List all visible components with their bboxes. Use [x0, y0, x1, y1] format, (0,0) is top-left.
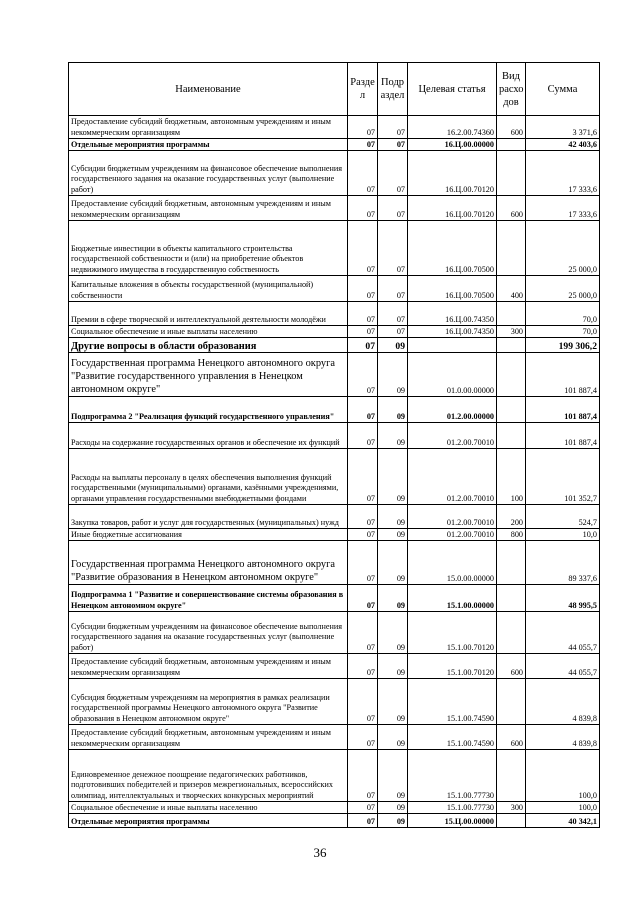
row-target: 01.0.00.00000: [408, 353, 497, 397]
row-subsection: 09: [378, 679, 408, 725]
row-target: 01.2.00.00000: [408, 397, 497, 423]
table-row: [69, 353, 600, 397]
table-row: [69, 585, 600, 612]
row-subsection: 09: [378, 654, 408, 679]
row-sum: 44 055,7: [526, 612, 600, 654]
table-row: [69, 397, 600, 423]
row-section: 07: [348, 338, 378, 353]
row-target: 16.Ц.00.70120: [408, 196, 497, 221]
row-section: 07: [348, 397, 378, 423]
row-target: [408, 338, 497, 353]
row-target: 01.2.00.70010: [408, 505, 497, 529]
table-row: [69, 679, 600, 725]
row-name: Отдельные мероприятия программы: [69, 139, 348, 151]
row-kind: [497, 679, 526, 725]
row-subsection: 09: [378, 423, 408, 449]
row-kind: 600: [497, 196, 526, 221]
row-target: 15.1.00.70120: [408, 612, 497, 654]
row-sum: 17 333,6: [526, 196, 600, 221]
row-name: Подпрограмма 2 "Реализация функций государственного управления": [69, 397, 348, 423]
row-name: Отдельные мероприятия программы: [69, 814, 348, 828]
row-subsection: 09: [378, 814, 408, 828]
row-section: 07: [348, 116, 378, 139]
row-name: Государственная программа Ненецкого автономного округа "Развитие государственного управления в Ненецком автономном округе": [69, 353, 348, 397]
row-section: 07: [348, 585, 378, 612]
header-name: Наименование: [69, 63, 348, 116]
page-number: 36: [313, 845, 327, 860]
row-target: 16.Ц.00.00000: [408, 139, 497, 151]
row-kind: 300: [497, 326, 526, 338]
row-section: 07: [348, 505, 378, 529]
table-row: [69, 814, 600, 828]
table-row: [69, 750, 600, 802]
row-section: 07: [348, 353, 378, 397]
table-row: [69, 302, 600, 326]
row-subsection: 07: [378, 276, 408, 302]
row-sum: 70,0: [526, 326, 600, 338]
row-subsection: 09: [378, 750, 408, 802]
table-row: [69, 541, 600, 585]
table-row: [69, 139, 600, 151]
row-name: Субсидии бюджетным учреждениям на финансовое обеспечение выполнения государственного задания на оказание государственных услуг (выполнение работ): [69, 612, 348, 654]
row-sum: 4 839,8: [526, 679, 600, 725]
row-section: 07: [348, 302, 378, 326]
row-kind: [497, 423, 526, 449]
row-sum: 100,0: [526, 802, 600, 814]
table-row: [69, 654, 600, 679]
row-sum: 101 887,4: [526, 353, 600, 397]
row-name: Социальное обеспечение и иные выплаты населению: [69, 802, 348, 814]
header-kind: Вид расхо дов: [497, 63, 526, 116]
row-section: 07: [348, 679, 378, 725]
row-kind: [497, 338, 526, 353]
row-subsection: 09: [378, 541, 408, 585]
row-kind: [497, 750, 526, 802]
row-section: 07: [348, 802, 378, 814]
table-row: [69, 423, 600, 449]
row-name: Предоставление субсидий бюджетным, автономным учреждениям и иным некоммерческим организациям: [69, 116, 348, 139]
row-subsection: 09: [378, 505, 408, 529]
row-kind: [497, 397, 526, 423]
row-target: 01.2.00.70010: [408, 449, 497, 505]
row-kind: 600: [497, 116, 526, 139]
row-sum: 89 337,6: [526, 541, 600, 585]
table-row: [69, 338, 600, 353]
row-target: 15.1.00.77730: [408, 802, 497, 814]
row-subsection: 09: [378, 585, 408, 612]
row-name: Предоставление субсидий бюджетным, автономным учреждениям и иным некоммерческим организациям: [69, 196, 348, 221]
row-section: 07: [348, 725, 378, 750]
row-sum: 101 887,4: [526, 423, 600, 449]
row-kind: [497, 353, 526, 397]
row-target: 16.Ц.00.70500: [408, 276, 497, 302]
row-kind: [497, 151, 526, 196]
row-name: Капитальные вложения в объекты государственной (муниципальной) собственности: [69, 276, 348, 302]
row-subsection: 09: [378, 353, 408, 397]
row-section: 07: [348, 151, 378, 196]
row-target: 16.Ц.00.74350: [408, 302, 497, 326]
row-target: 16.Ц.00.70120: [408, 151, 497, 196]
row-subsection: 09: [378, 338, 408, 353]
row-name: Расходы на содержание государственных органов и обеспечение их функций: [69, 423, 348, 449]
row-name: Предоставление субсидий бюджетным, автономным учреждениям и иным некоммерческим организациям: [69, 725, 348, 750]
row-name: Премии в сфере творческой и интеллектуальной деятельности молодёжи: [69, 302, 348, 326]
row-target: 15.0.00.00000: [408, 541, 497, 585]
row-subsection: 09: [378, 802, 408, 814]
row-section: 07: [348, 276, 378, 302]
row-target: 16.2.00.74360: [408, 116, 497, 139]
row-subsection: 09: [378, 612, 408, 654]
row-section: 07: [348, 449, 378, 505]
table-row: [69, 529, 600, 541]
row-name: Бюджетные инвестиции в объекты капитального строительства государственной собственности и (или) на приобретение объектов недвижимого имущества в государственную собственность: [69, 221, 348, 276]
header-sum: Сумма: [526, 63, 600, 116]
row-sum: 199 306,2: [526, 338, 600, 353]
row-section: 07: [348, 529, 378, 541]
row-section: 07: [348, 326, 378, 338]
table-row: [69, 221, 600, 276]
row-sum: 100,0: [526, 750, 600, 802]
row-subsection: 09: [378, 725, 408, 750]
row-section: 07: [348, 750, 378, 802]
header-section: Разде л: [348, 63, 378, 116]
row-subsection: 07: [378, 116, 408, 139]
row-kind: [497, 302, 526, 326]
row-name: Другие вопросы в области образования: [69, 338, 348, 353]
row-section: 07: [348, 814, 378, 828]
row-sum: 25 000,0: [526, 221, 600, 276]
table-row: [69, 449, 600, 505]
row-target: 15.1.00.77730: [408, 750, 497, 802]
row-target: 15.1.00.00000: [408, 585, 497, 612]
row-section: 07: [348, 612, 378, 654]
table-row: [69, 725, 600, 750]
row-name: Закупка товаров, работ и услуг для государственных (муниципальных) нужд: [69, 505, 348, 529]
row-name: Иные бюджетные ассигнования: [69, 529, 348, 541]
row-name: Подпрограмма 1 "Развитие и совершенствование системы образования в Ненецком автономном округе": [69, 585, 348, 612]
row-target: 15.1.00.70120: [408, 654, 497, 679]
row-kind: 800: [497, 529, 526, 541]
table-row: [69, 326, 600, 338]
row-section: 07: [348, 196, 378, 221]
row-name: Субсидии бюджетным учреждениям на финансовое обеспечение выполнения государственного задания на оказание государственных услуг (выполнение работ): [69, 151, 348, 196]
row-sum: 4 839,8: [526, 725, 600, 750]
row-subsection: 07: [378, 221, 408, 276]
row-subsection: 07: [378, 151, 408, 196]
row-kind: 600: [497, 725, 526, 750]
row-name: Единовременное денежное поощрение педагогических работников, подготовивших победителей и призеров межрегиональных, всероссийских олимпиад, интеллектуальных и творческих конкурсных мероприятий: [69, 750, 348, 802]
row-kind: 600: [497, 654, 526, 679]
row-sum: 40 342,1: [526, 814, 600, 828]
row-kind: [497, 541, 526, 585]
row-sum: 17 333,6: [526, 151, 600, 196]
row-kind: 300: [497, 802, 526, 814]
row-kind: [497, 612, 526, 654]
budget-table: [68, 62, 600, 828]
table-row: [69, 196, 600, 221]
row-subsection: 09: [378, 449, 408, 505]
row-name: Расходы на выплаты персоналу в целях обеспечения выполнения функций государственными (муниципальными) органами, казёнными учреждениями, органами управления государственными внебюджетными фондами: [69, 449, 348, 505]
row-subsection: 09: [378, 529, 408, 541]
row-target: 01.2.00.70010: [408, 423, 497, 449]
row-subsection: 07: [378, 139, 408, 151]
row-section: 07: [348, 423, 378, 449]
row-sum: 42 403,6: [526, 139, 600, 151]
row-sum: 44 055,7: [526, 654, 600, 679]
table-row: [69, 116, 600, 139]
row-sum: 101 352,7: [526, 449, 600, 505]
row-kind: [497, 585, 526, 612]
row-subsection: 09: [378, 397, 408, 423]
row-section: 07: [348, 139, 378, 151]
row-target: 15.1.00.74590: [408, 725, 497, 750]
row-kind: 400: [497, 276, 526, 302]
row-section: 07: [348, 654, 378, 679]
row-sum: 10,0: [526, 529, 600, 541]
row-sum: 524,7: [526, 505, 600, 529]
row-kind: [497, 221, 526, 276]
row-name: Социальное обеспечение и иные выплаты населению: [69, 326, 348, 338]
table-row: [69, 276, 600, 302]
row-sum: 25 000,0: [526, 276, 600, 302]
header-target: Целевая статья: [408, 63, 497, 116]
table-header-row: [69, 63, 600, 116]
table-row: [69, 505, 600, 529]
header-subsection: Подр аздел: [378, 63, 408, 116]
row-target: 16.Ц.00.70500: [408, 221, 497, 276]
row-target: 15.Ц.00.00000: [408, 814, 497, 828]
row-sum: 70,0: [526, 302, 600, 326]
row-target: 16.Ц.00.74350: [408, 326, 497, 338]
row-target: 01.2.00.70010: [408, 529, 497, 541]
row-kind: [497, 814, 526, 828]
row-sum: 3 371,6: [526, 116, 600, 139]
row-sum: 48 995,5: [526, 585, 600, 612]
row-kind: 100: [497, 449, 526, 505]
row-kind: 200: [497, 505, 526, 529]
row-subsection: 07: [378, 196, 408, 221]
row-subsection: 07: [378, 326, 408, 338]
row-subsection: 07: [378, 302, 408, 326]
row-name: Предоставление субсидий бюджетным, автономным учреждениям и иным некоммерческим организациям: [69, 654, 348, 679]
row-kind: [497, 139, 526, 151]
table-row: [69, 151, 600, 196]
table-row: [69, 612, 600, 654]
table-row: [69, 802, 600, 814]
row-sum: 101 887,4: [526, 397, 600, 423]
row-section: 07: [348, 221, 378, 276]
row-name: Субсидия бюджетным учреждениям на мероприятия в рамках реализации государственной программы Ненецкого автономного округа "Развитие образования в Ненецком автономном округе": [69, 679, 348, 725]
row-name: Государственная программа Ненецкого автономного округа "Развитие образования в Ненецком автономном округе": [69, 541, 348, 585]
row-target: 15.1.00.74590: [408, 679, 497, 725]
row-section: 07: [348, 541, 378, 585]
